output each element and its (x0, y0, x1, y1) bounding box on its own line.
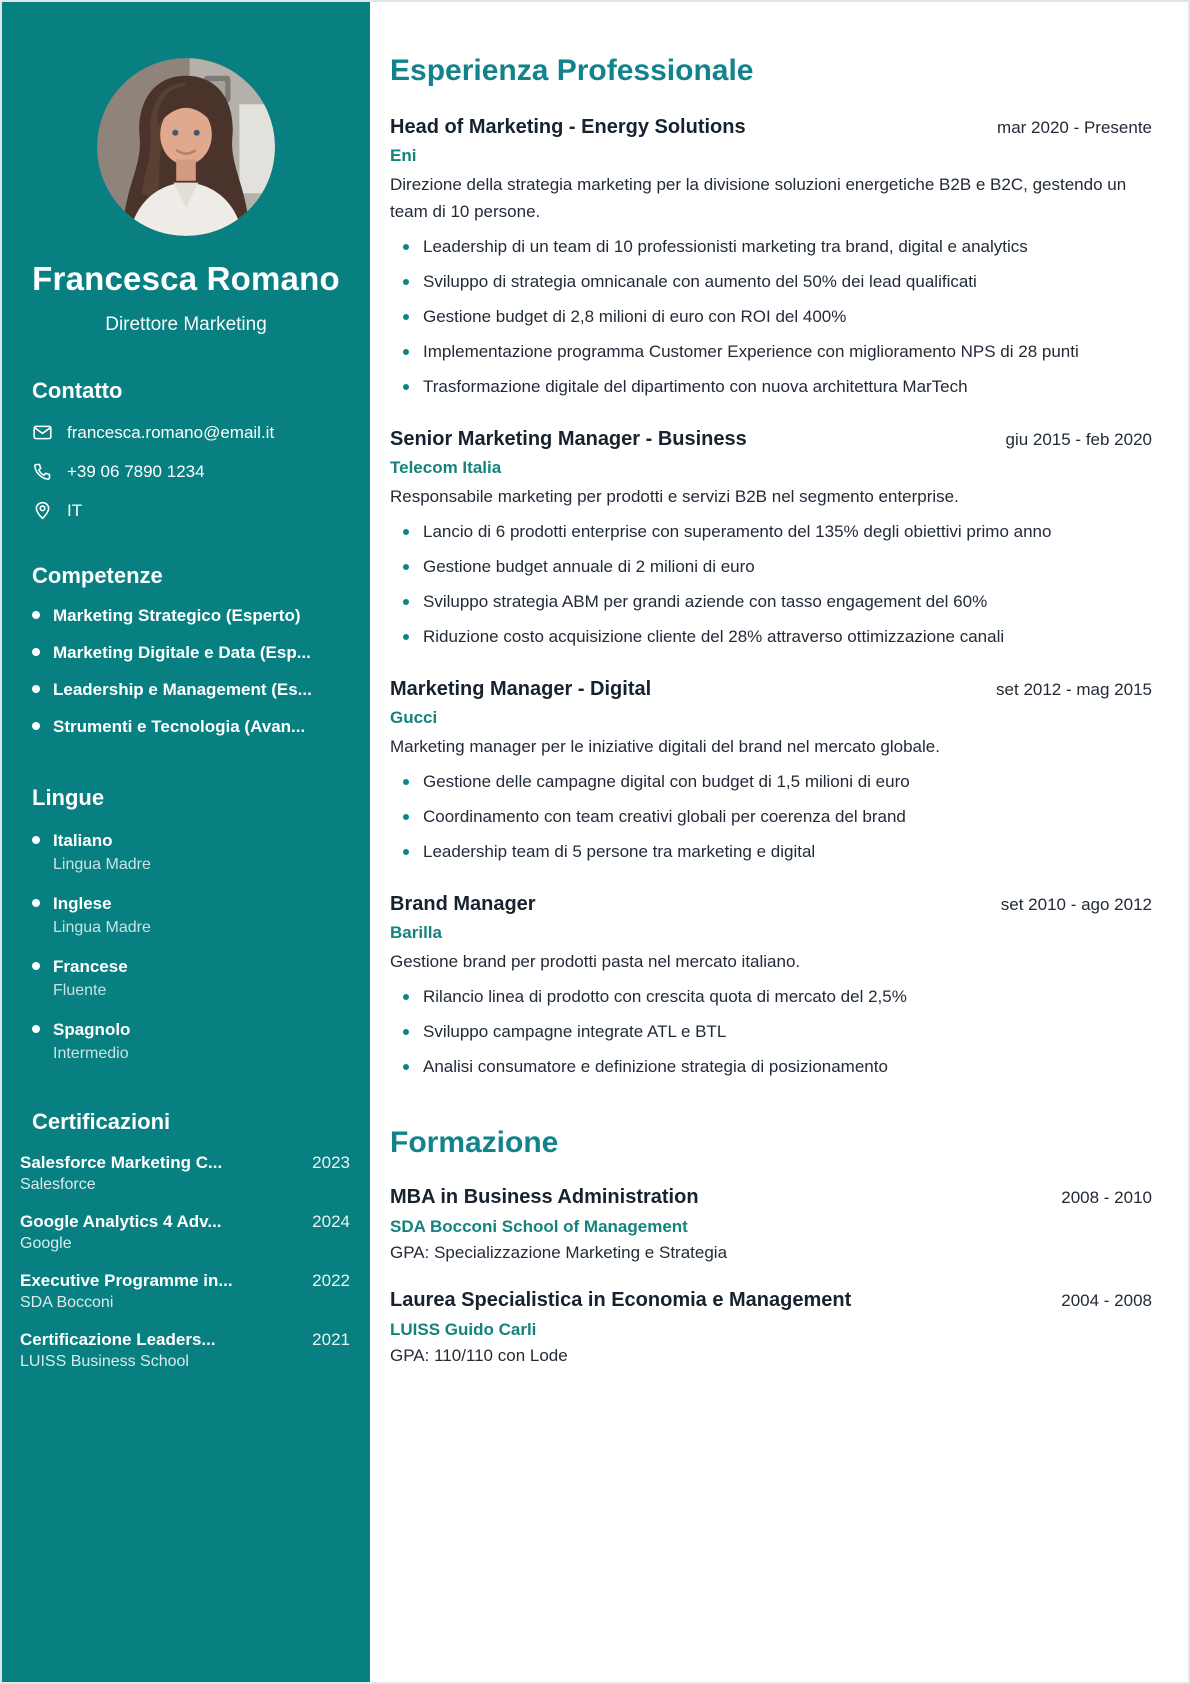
language-level: Fluente (53, 982, 107, 999)
job-bullet: Gestione budget annuale di 2 milioni di euro (390, 553, 1152, 580)
education-entry (390, 1289, 1152, 1366)
bullet-dot-icon (32, 962, 40, 970)
language-level: Lingua Madre (53, 919, 151, 936)
job-bullet: Gestione budget di 2,8 milioni di euro con ROI del 400% (390, 303, 1152, 330)
job-dates: giu 2015 - feb 2020 (1005, 430, 1152, 449)
certification-year: 2023 (312, 1153, 350, 1172)
bullet-dot-icon (403, 529, 409, 535)
job-bullet: Leadership di un team di 10 professionisti marketing tra brand, digital e analytics (390, 233, 1152, 260)
candidate-name: Francesca Romano (32, 260, 340, 297)
job-bullet-list (390, 983, 1152, 1080)
job-bullet: Sviluppo campagne integrate ATL e BTL (390, 1018, 1152, 1045)
job-bullet: Sviluppo di strategia omnicanale con aumento del 50% dei lead qualificati (390, 268, 1152, 295)
experience-entry (390, 116, 1152, 400)
skill-item (32, 717, 344, 737)
job-bullet: Leadership team di 5 persone tra marketing e digital (390, 838, 1152, 865)
language-name: Inglese (53, 894, 112, 913)
bullet-dot-icon (403, 384, 409, 390)
job-summary: Marketing manager per le iniziative digitali del brand nel mercato globale. (390, 737, 940, 756)
certification-item (20, 1330, 350, 1371)
job-dates: set 2012 - mag 2015 (996, 680, 1152, 699)
skill-label: Strumenti e Tecnologia (Avan... (53, 717, 306, 736)
avatar (97, 58, 275, 236)
language-item (32, 957, 344, 1000)
bullet-dot-icon (32, 899, 40, 907)
job-title: Senior Marketing Manager - Business (390, 428, 747, 450)
job-title: Brand Manager (390, 893, 536, 915)
bullet-dot-icon (403, 779, 409, 785)
job-dates: set 2010 - ago 2012 (1000, 895, 1152, 914)
bullet-dot-icon (403, 994, 409, 1000)
education-school: SDA Bocconi School of Management (390, 1217, 688, 1236)
job-bullet-list (390, 233, 1152, 400)
education-school: LUISS Guido Carli (390, 1320, 537, 1339)
education-gpa: GPA: 110/110 con Lode (390, 1346, 568, 1365)
skills-section (2, 563, 370, 737)
job-bullet: Coordinamento con team creativi globali per coerenza del brand (390, 803, 1152, 830)
education-dates: 2004 - 2008 (1061, 1291, 1152, 1310)
certification-title: Google Analytics 4 Adv... (20, 1212, 222, 1231)
bullet-dot-icon (403, 314, 409, 320)
job-company: Eni (390, 146, 417, 165)
main-content (370, 2, 1188, 1682)
job-bullet: Sviluppo strategia ABM per grandi aziende con tasso engagement del 60% (390, 588, 1152, 615)
language-name: Spagnolo (53, 1020, 131, 1039)
certification-issuer: SDA Bocconi (20, 1294, 114, 1311)
language-name: Francese (53, 957, 128, 976)
job-title: Head of Marketing - Energy Solutions (390, 116, 746, 138)
job-bullet: Gestione delle campagne digital con budget di 1,5 milioni di euro (390, 768, 1152, 795)
skill-item (32, 643, 344, 663)
bullet-dot-icon (32, 1025, 40, 1033)
email-icon (32, 422, 53, 443)
bullet-dot-icon (403, 349, 409, 355)
bullet-dot-icon (32, 611, 40, 619)
certification-title: Certificazione Leaders... (20, 1330, 216, 1349)
experience-entry (390, 678, 1152, 865)
job-summary: Gestione brand per prodotti pasta nel mercato italiano. (390, 952, 801, 971)
skill-label: Marketing Digitale e Data (Esp... (53, 643, 311, 662)
job-dates: mar 2020 - Presente (997, 118, 1152, 137)
education-entry (390, 1186, 1152, 1263)
contact-section (2, 378, 370, 521)
contact-email-row (32, 422, 344, 443)
contact-heading: Contatto (32, 378, 123, 403)
education-heading: Formazione (390, 1126, 559, 1159)
language-level: Intermedio (53, 1045, 129, 1062)
bullet-dot-icon (403, 244, 409, 250)
job-company: Telecom Italia (390, 458, 502, 477)
job-title: Marketing Manager - Digital (390, 678, 652, 700)
certification-item (20, 1271, 350, 1312)
bullet-dot-icon (403, 564, 409, 570)
certifications-section (2, 1109, 370, 1371)
job-company: Barilla (390, 923, 442, 942)
job-summary: Responsabile marketing per prodotti e servizi B2B nel segmento enterprise. (390, 487, 959, 506)
job-summary: Direzione della strategia marketing per la divisione soluzioni energetiche B2B e B2C, gestendo un team di 10 persone. (390, 175, 1127, 221)
job-company: Gucci (390, 708, 438, 727)
experience-entry (390, 428, 1152, 650)
experience-heading: Esperienza Professionale (390, 54, 754, 87)
job-bullet: Lancio di 6 prodotti enterprise con superamento del 135% degli obiettivi primo anno (390, 518, 1152, 545)
bullet-dot-icon (403, 1064, 409, 1070)
phone-icon (32, 461, 53, 482)
language-item (32, 894, 344, 937)
job-bullet: Implementazione programma Customer Experience con miglioramento NPS di 28 punti (390, 338, 1152, 365)
job-bullet: Rilancio linea di prodotto con crescita quota di mercato del 2,5% (390, 983, 1152, 1010)
bullet-dot-icon (403, 849, 409, 855)
education-title: MBA in Business Administration (390, 1186, 699, 1208)
skill-item (32, 680, 344, 700)
language-item (32, 831, 344, 874)
certification-item (20, 1153, 350, 1194)
certification-item (20, 1212, 350, 1253)
candidate-job-title: Direttore Marketing (105, 314, 267, 335)
education-title: Laurea Specialistica in Economia e Management (390, 1289, 852, 1311)
contact-phone-row (32, 461, 344, 482)
skill-label: Marketing Strategico (Esperto) (53, 606, 301, 625)
language-level: Lingua Madre (53, 856, 151, 873)
bullet-dot-icon (403, 634, 409, 640)
contact-phone: +39 06 7890 1234 (67, 461, 205, 481)
job-bullet-list (390, 518, 1152, 650)
language-item (32, 1020, 344, 1063)
job-bullet: Analisi consumatore e definizione strategia di posizionamento (390, 1053, 1152, 1080)
bullet-dot-icon (403, 279, 409, 285)
job-bullet: Trasformazione digitale del dipartimento con nuova architettura MarTech (390, 373, 1152, 400)
bullet-dot-icon (403, 1029, 409, 1035)
bullet-dot-icon (403, 814, 409, 820)
skills-heading: Competenze (32, 563, 163, 588)
location-pin-icon (32, 500, 53, 521)
bullet-dot-icon (32, 836, 40, 844)
certification-issuer: Salesforce (20, 1176, 96, 1193)
job-bullet-list (390, 768, 1152, 865)
certification-title: Executive Programme in... (20, 1271, 233, 1290)
bullet-dot-icon (32, 722, 40, 730)
certification-issuer: LUISS Business School (20, 1353, 189, 1370)
profile-photo-illustration (97, 58, 275, 236)
certifications-heading: Certificazioni (32, 1109, 171, 1134)
bullet-dot-icon (403, 599, 409, 605)
certification-year: 2021 (312, 1330, 350, 1349)
languages-heading: Lingue (32, 785, 105, 810)
contact-location-row (32, 500, 344, 521)
skill-item (32, 606, 344, 626)
bullet-dot-icon (32, 648, 40, 656)
skill-label: Leadership e Management (Es... (53, 680, 312, 699)
contact-location: IT (67, 500, 83, 520)
certification-title: Salesforce Marketing C... (20, 1153, 223, 1172)
certification-year: 2022 (312, 1271, 350, 1290)
experience-entry (390, 893, 1152, 1080)
language-name: Italiano (53, 831, 113, 850)
education-dates: 2008 - 2010 (1061, 1188, 1152, 1207)
bullet-dot-icon (32, 685, 40, 693)
certification-year: 2024 (312, 1212, 350, 1231)
sidebar (2, 2, 370, 1682)
contact-email: francesca.romano@email.it (67, 422, 275, 442)
education-gpa: GPA: Specializzazione Marketing e Strategia (390, 1243, 728, 1262)
certification-issuer: Google (20, 1235, 72, 1252)
job-bullet: Riduzione costo acquisizione cliente del 28% attraverso ottimizzazione canali (390, 623, 1152, 650)
languages-section (2, 785, 370, 1063)
